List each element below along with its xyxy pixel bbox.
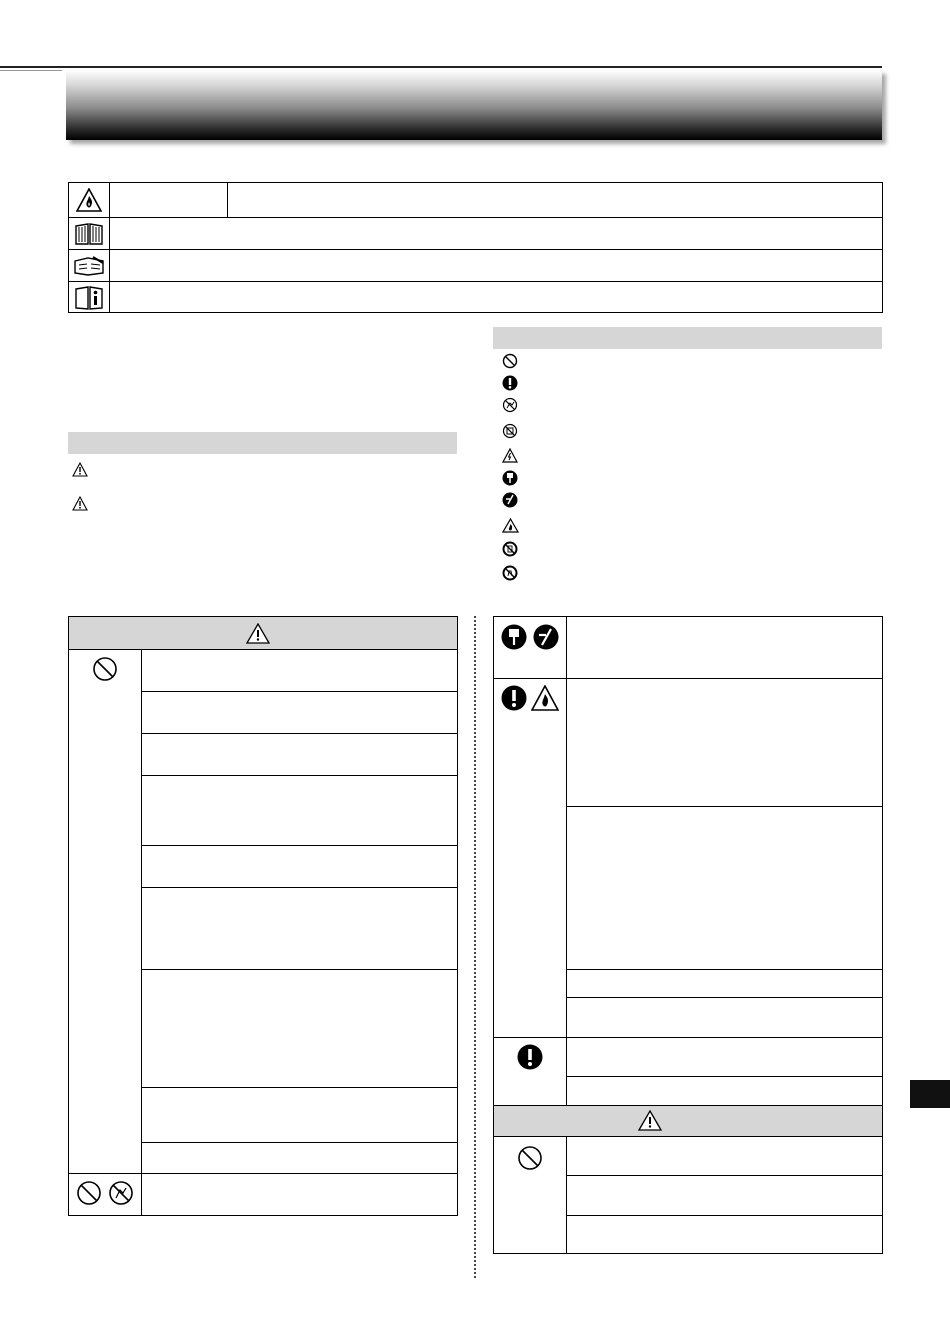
col-divider [566,1136,567,1253]
row-divider [141,887,457,888]
row-divider [141,1087,457,1088]
ground-icon [500,491,520,509]
no-water-icon [500,422,520,440]
col-divider [566,617,567,1105]
symbols-header-bar [493,327,882,349]
no-wet-hands-icon [500,396,520,414]
row-divider [69,1173,457,1174]
no-wet-hands-icon [107,1179,135,1207]
caution-triangle-icon [637,1109,663,1131]
row-divider [494,678,882,679]
legend-row-divider [69,217,882,218]
symbol-legend-table [68,182,883,313]
row-divider [141,691,457,692]
header-rule [0,66,882,68]
mandatory-icon [500,374,520,392]
unplug-icon [500,469,520,487]
caution-triangle-icon [70,494,90,512]
header-rule-thin [0,70,62,71]
row-divider [566,1076,882,1077]
column-separator [474,616,476,1278]
row-divider [69,649,457,650]
page-section-tab [910,1080,950,1108]
read-manual-icon [73,252,105,280]
warning-triangle-icon [70,460,90,478]
no-disassemble-icon [500,540,520,558]
caution-table-header [494,1106,882,1136]
row-divider [566,969,882,970]
prohibited-icon [91,655,119,683]
row-divider [141,1142,457,1143]
prohibited-icon [516,1144,544,1172]
unplug-icon [500,623,528,651]
row-divider [566,1215,882,1216]
flammable-warning-icon [75,186,103,214]
warning-table-right [493,616,883,1254]
row-divider [494,1136,882,1137]
no-touch-icon [500,564,520,582]
row-divider [566,1175,882,1176]
operation-manual-icon [74,220,104,248]
mandatory-icon [500,684,528,712]
row-divider [566,806,882,807]
prohibited-icon [75,1179,103,1207]
warning-table-left [68,616,458,1216]
fire-warning-icon [500,516,520,534]
manual-info-icon [74,284,104,312]
row-divider [141,775,457,776]
row-divider [141,969,457,970]
legend-col-divider [109,183,110,312]
ground-icon [532,623,560,651]
legend-row-divider [69,249,882,250]
legend-row-divider [69,281,882,282]
legend-col-divider-2 [227,183,228,217]
row-divider [141,733,457,734]
signal-words-header-bar [68,432,457,454]
flammable-warning-icon [530,684,560,712]
row-divider [141,845,457,846]
row-divider [494,1037,882,1038]
warning-triangle-icon [245,622,271,644]
mandatory-icon [516,1043,544,1071]
prohibited-icon [500,352,520,370]
electric-shock-icon [500,446,520,464]
row-divider [566,997,882,998]
page-title-banner [66,70,882,140]
